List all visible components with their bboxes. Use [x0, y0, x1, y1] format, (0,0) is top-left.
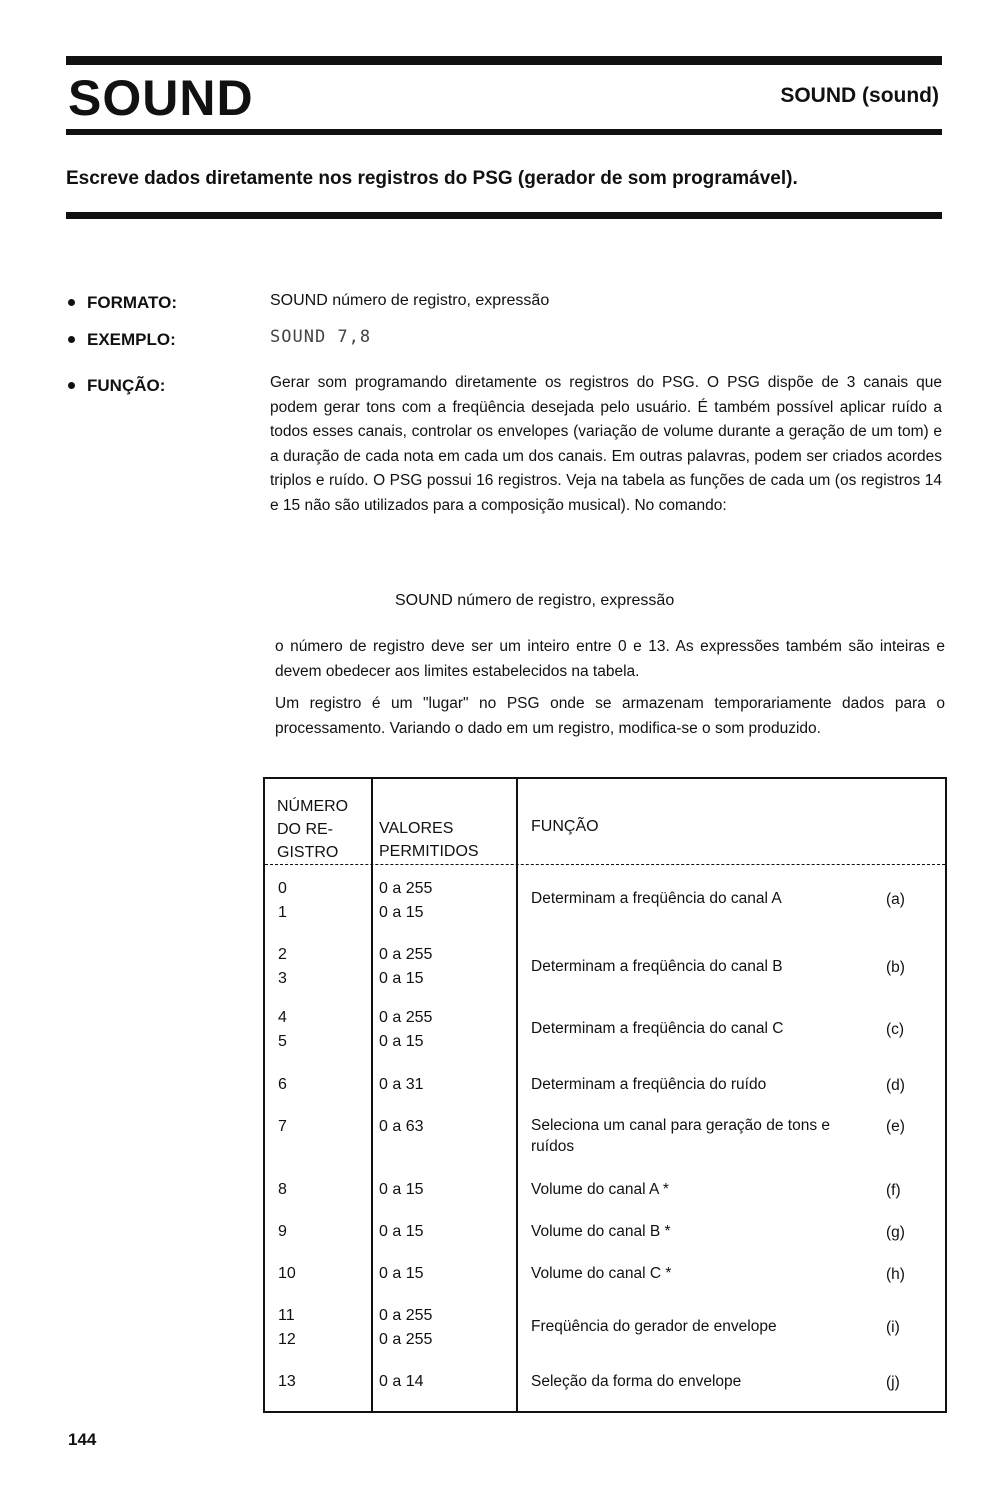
note-ref: (i)	[886, 1319, 900, 1336]
note-ref: (g)	[886, 1224, 905, 1241]
note-ref: (e)	[886, 1118, 905, 1135]
allowed-values: 0 a 255 0 a 15	[379, 946, 433, 987]
allowed-values: 0 a 31	[379, 1076, 424, 1093]
bullet-icon	[68, 336, 75, 343]
description-paragraph: Gerar som programando diretamente os registros do PSG. O PSG dispõe de 3 canais que podem gerar tons com a freqüência desejada pelo usuário. É também possível aplicar ruído a todos esses canais, controlar os envelopes (variação de volume durante a geração de um tom) e a duração de cada nota em cada um dos canais. Em outras palavras, podem ser criados acordes triplos e ruído. O PSG possui 16 registros. Veja na tabela as funções de cada um (os registros 14 e 15 não são utilizados para a composição musical). No comando:	[270, 374, 942, 514]
bullet-icon	[68, 299, 75, 306]
formato-label: FORMATO:	[68, 293, 177, 313]
allowed-values: 0 a 15	[379, 1223, 424, 1240]
allowed-values: 0 a 15	[379, 1181, 424, 1198]
register-number: 11 12	[278, 1307, 296, 1348]
register-function: Determinam a freqüência do canal C	[531, 1020, 784, 1037]
register-function: Determinam a freqüência do canal A	[531, 890, 782, 907]
bullet-icon	[68, 382, 75, 389]
register-function: Volume do canal B *	[531, 1223, 671, 1240]
register-range-paragraph: o número de registro deve ser um inteiro entre 0 e 13. As expressões também são inteiras e devem obedecer aos limites estabelecidos na tabela.	[275, 638, 945, 680]
register-number: 7	[278, 1118, 287, 1135]
allowed-values: 0 a 63	[379, 1118, 424, 1135]
header-divider	[265, 864, 945, 865]
register-number: 0 1	[278, 880, 287, 921]
exemplo-label: EXEMPLO:	[68, 330, 176, 350]
register-table	[263, 777, 947, 1413]
register-number: 9	[278, 1223, 287, 1240]
header-funcao: FUNÇÃO	[531, 818, 599, 835]
note-ref: (a)	[886, 891, 905, 908]
funcao-label: FUNÇÃO:	[68, 376, 165, 396]
top-rule	[66, 56, 942, 65]
exemplo-value: SOUND 7,8	[270, 327, 372, 347]
register-function: Seleção da forma do envelope	[531, 1373, 742, 1390]
register-number: 6	[278, 1076, 287, 1093]
column-divider	[371, 779, 373, 1411]
register-number: 13	[278, 1373, 296, 1390]
page-subtitle: Escreve dados diretamente nos registros do PSG (gerador de som programável).	[66, 168, 798, 189]
page-title-secondary: SOUND (sound)	[780, 84, 939, 107]
allowed-values: 0 a 255 0 a 15	[379, 1009, 433, 1050]
register-number: 4 5	[278, 1009, 287, 1050]
command-syntax: SOUND número de registro, expressão	[395, 592, 675, 609]
note-ref: (f)	[886, 1182, 901, 1199]
register-number: 8	[278, 1181, 287, 1198]
header-numero: NÚMERO DO RE- GISTRO	[277, 798, 349, 861]
subtitle-rule	[66, 212, 942, 219]
header-valores: VALORES PERMITIDOS	[379, 820, 479, 860]
register-function: Volume do canal A *	[531, 1181, 669, 1198]
register-number: 2 3	[278, 946, 287, 987]
formato-value: SOUND número de registro, expressão	[270, 292, 550, 309]
allowed-values: 0 a 15	[379, 1265, 424, 1282]
register-function: Seleciona um canal para geração de tons e ruídos	[531, 1117, 831, 1155]
page-title: SOUND	[68, 70, 254, 126]
register-function: Volume do canal C *	[531, 1265, 672, 1282]
note-ref: (b)	[886, 959, 905, 976]
note-ref: (h)	[886, 1266, 905, 1283]
allowed-values: 0 a 14	[379, 1373, 424, 1390]
register-function: Freqüência do gerador de envelope	[531, 1318, 777, 1335]
register-definition-paragraph: Um registro é um "lugar" no PSG onde se armazenam temporariamente dados para o processamento. Variando o dado em um registro, modifica-se o som produzido.	[275, 695, 945, 737]
allowed-values: 0 a 255 0 a 15	[379, 880, 433, 921]
note-ref: (j)	[886, 1374, 900, 1391]
register-function: Determinam a freqüência do canal B	[531, 958, 783, 975]
title-rule	[66, 129, 942, 135]
page-number: 144	[68, 1430, 97, 1449]
register-function: Determinam a freqüência do ruído	[531, 1076, 767, 1093]
note-ref: (d)	[886, 1077, 905, 1094]
column-divider	[516, 779, 518, 1411]
allowed-values: 0 a 255 0 a 255	[379, 1307, 433, 1348]
note-ref: (c)	[886, 1021, 905, 1038]
register-number: 10	[278, 1265, 296, 1282]
